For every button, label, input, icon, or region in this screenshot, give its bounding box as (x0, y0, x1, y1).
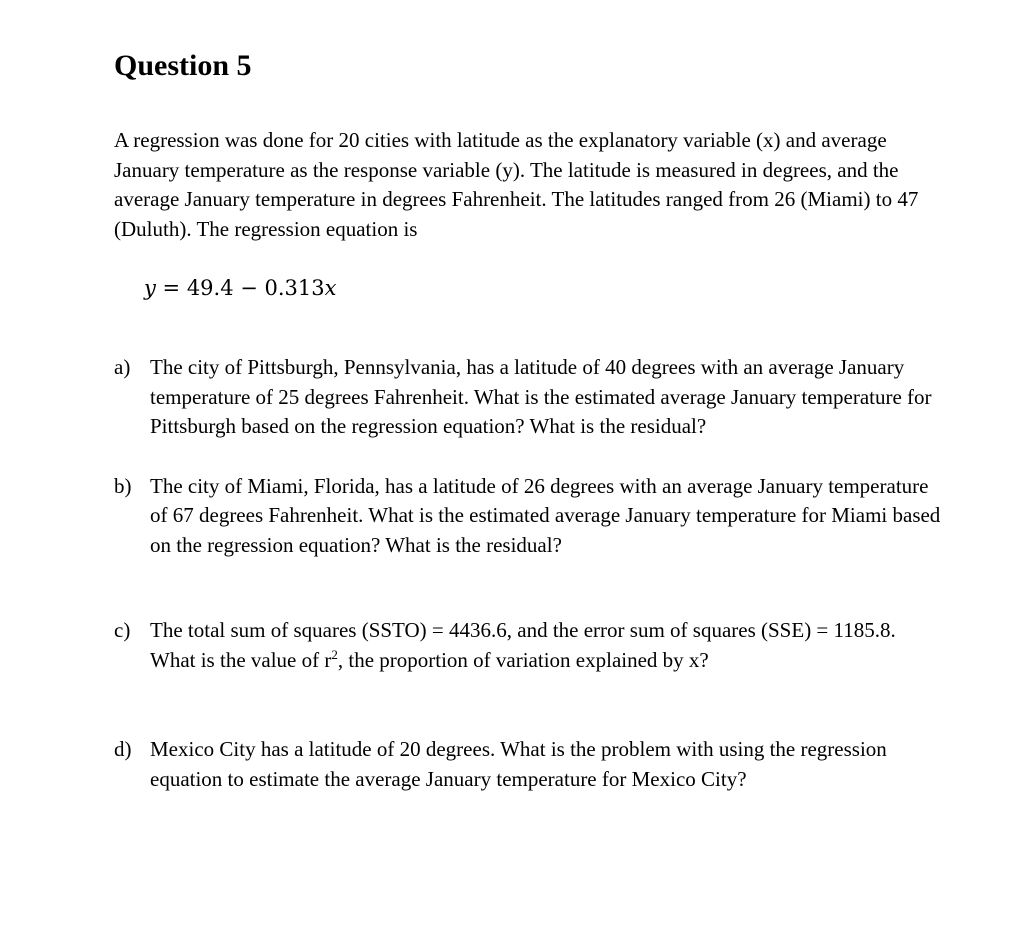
question-page (114, 48, 944, 794)
part-c-superscript: 2 (331, 646, 338, 662)
part-d-text: Mexico City has a latitude of 20 degrees. What is the problem with using the regression equation to estimate the average January temperature for Mexico City? (150, 737, 887, 791)
equation-variable: x (324, 276, 337, 300)
part-c (114, 616, 944, 675)
question-intro: A regression was done for 20 cities with latitude as the explanatory variable (x) and average January temperature as the response variable (y). The latitude is measured in degrees, and the average January temperature in degrees Fahrenheit. The latitudes ranged from 26 (Miami) to 47 (Duluth). The regression equation is (114, 128, 919, 241)
question-parts (114, 353, 944, 794)
part-b-text: The city of Miami, Florida, has a latitude of 26 degrees with an average January temperature of 67 degrees Fahrenheit. What is the estimated average January temperature for Miami based on the regression equation? What is the residual? (150, 473, 941, 557)
regression-equation (144, 274, 944, 303)
part-a-marker: a) (114, 355, 131, 379)
part-d (114, 735, 944, 794)
part-c-marker: c) (114, 618, 131, 642)
part-a (114, 353, 944, 442)
question-title: Question 5 (114, 49, 252, 82)
part-c-text-before: The total sum of squares (SSTO) = 4436.6, and the error sum of squares (SSE) = 1185.8. What is the value of r (150, 618, 896, 672)
equation-body: = 49.4 − 0.313 (155, 276, 325, 300)
part-b (114, 472, 944, 561)
equation-lhs: y (144, 276, 156, 300)
part-a-text: The city of Pittsburgh, Pennsylvania, has a latitude of 40 degrees with an average January temperature of 25 degrees Fahrenheit. What is the estimated average January temperature for Pittsburgh based on the regression equation? What is the residual? (150, 355, 932, 438)
part-d-marker: d) (114, 737, 132, 761)
part-b-marker: b) (114, 473, 132, 498)
part-c-text-after: , the proportion of variation explained by x? (337, 647, 709, 672)
